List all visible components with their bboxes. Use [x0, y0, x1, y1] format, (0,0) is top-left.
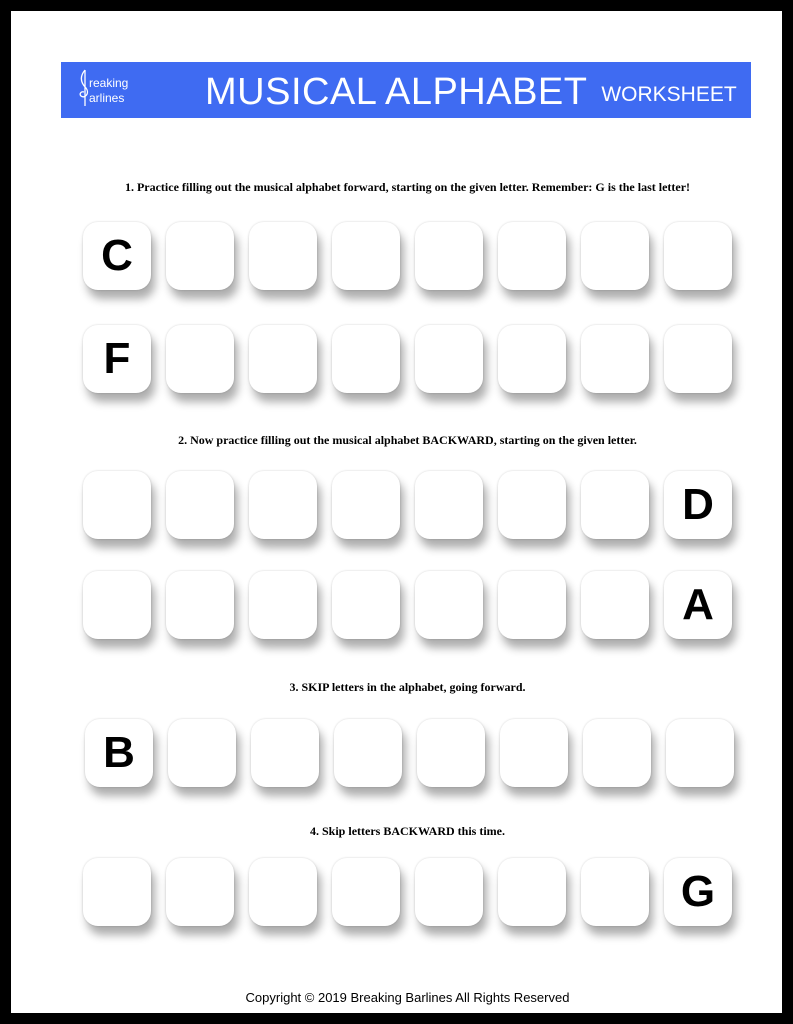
- letter-box[interactable]: [332, 325, 400, 393]
- letter-box[interactable]: [415, 858, 483, 926]
- letter-box[interactable]: [249, 858, 317, 926]
- letter-box[interactable]: [500, 719, 568, 787]
- letter-box[interactable]: [332, 571, 400, 639]
- instruction-2: 2. Now practice filling out the musical alphabet BACKWARD, starting on the given letter.: [178, 433, 637, 447]
- letter-box[interactable]: [581, 571, 649, 639]
- letter-box[interactable]: [249, 471, 317, 539]
- letter-box[interactable]: [415, 325, 483, 393]
- letter-box[interactable]: [666, 719, 734, 787]
- letter-box[interactable]: [249, 571, 317, 639]
- letter-box[interactable]: [166, 222, 234, 290]
- logo-text-line1: reaking: [89, 76, 129, 90]
- answer-row: [83, 325, 743, 397]
- letter-box[interactable]: [583, 719, 651, 787]
- letter-box[interactable]: [664, 325, 732, 393]
- letter-box[interactable]: [581, 222, 649, 290]
- letter-box[interactable]: [498, 571, 566, 639]
- letter-box[interactable]: [166, 325, 234, 393]
- header-banner: [61, 62, 751, 118]
- instruction-4: 4. Skip letters BACKWARD this time.: [310, 824, 505, 838]
- letter-box[interactable]: [332, 222, 400, 290]
- letter-box[interactable]: [83, 571, 151, 639]
- breaking-barlines-logo: [77, 68, 157, 112]
- letter-box[interactable]: [415, 471, 483, 539]
- letter-box[interactable]: [166, 571, 234, 639]
- worksheet-subtitle: WORKSHEET: [601, 83, 737, 106]
- letter-box[interactable]: [332, 858, 400, 926]
- letter-box[interactable]: [249, 325, 317, 393]
- letter-box[interactable]: A: [664, 571, 732, 639]
- logo-text-line2: arlines: [89, 91, 125, 105]
- letter-box[interactable]: [581, 325, 649, 393]
- letter-box[interactable]: [417, 719, 485, 787]
- instruction-1: 1. Practice filling out the musical alphabet forward, starting on the given letter. Remember: G is the last letter!: [124, 180, 691, 194]
- letter-box[interactable]: [498, 325, 566, 393]
- letter-box[interactable]: [664, 222, 732, 290]
- letter-box[interactable]: [166, 858, 234, 926]
- copyright-footer: Copyright © 2019 Breaking Barlines All Rights Reserved: [245, 990, 570, 1005]
- worksheet-title: MUSICAL ALPHABET: [205, 71, 588, 113]
- letter-box[interactable]: [83, 858, 151, 926]
- letter-box[interactable]: [334, 719, 402, 787]
- answer-row: [83, 471, 743, 543]
- answer-row: [83, 571, 743, 643]
- letter-box[interactable]: C: [83, 222, 151, 290]
- instruction-3: 3. SKIP letters in the alphabet, going forward.: [289, 680, 526, 694]
- answer-row: [83, 222, 743, 294]
- letter-box[interactable]: [498, 471, 566, 539]
- letter-box[interactable]: D: [664, 471, 732, 539]
- letter-box[interactable]: [166, 471, 234, 539]
- letter-box[interactable]: [415, 571, 483, 639]
- letter-box[interactable]: [168, 719, 236, 787]
- answer-row: [85, 719, 745, 791]
- letter-box[interactable]: [332, 471, 400, 539]
- letter-box[interactable]: [581, 858, 649, 926]
- letter-box[interactable]: [498, 222, 566, 290]
- letter-box[interactable]: [415, 222, 483, 290]
- letter-box[interactable]: F: [83, 325, 151, 393]
- letter-box[interactable]: [249, 222, 317, 290]
- letter-box[interactable]: [581, 471, 649, 539]
- letter-box[interactable]: [498, 858, 566, 926]
- letter-box[interactable]: G: [664, 858, 732, 926]
- answer-row: [83, 858, 743, 930]
- letter-box[interactable]: B: [85, 719, 153, 787]
- letter-box[interactable]: [251, 719, 319, 787]
- letter-box[interactable]: [83, 471, 151, 539]
